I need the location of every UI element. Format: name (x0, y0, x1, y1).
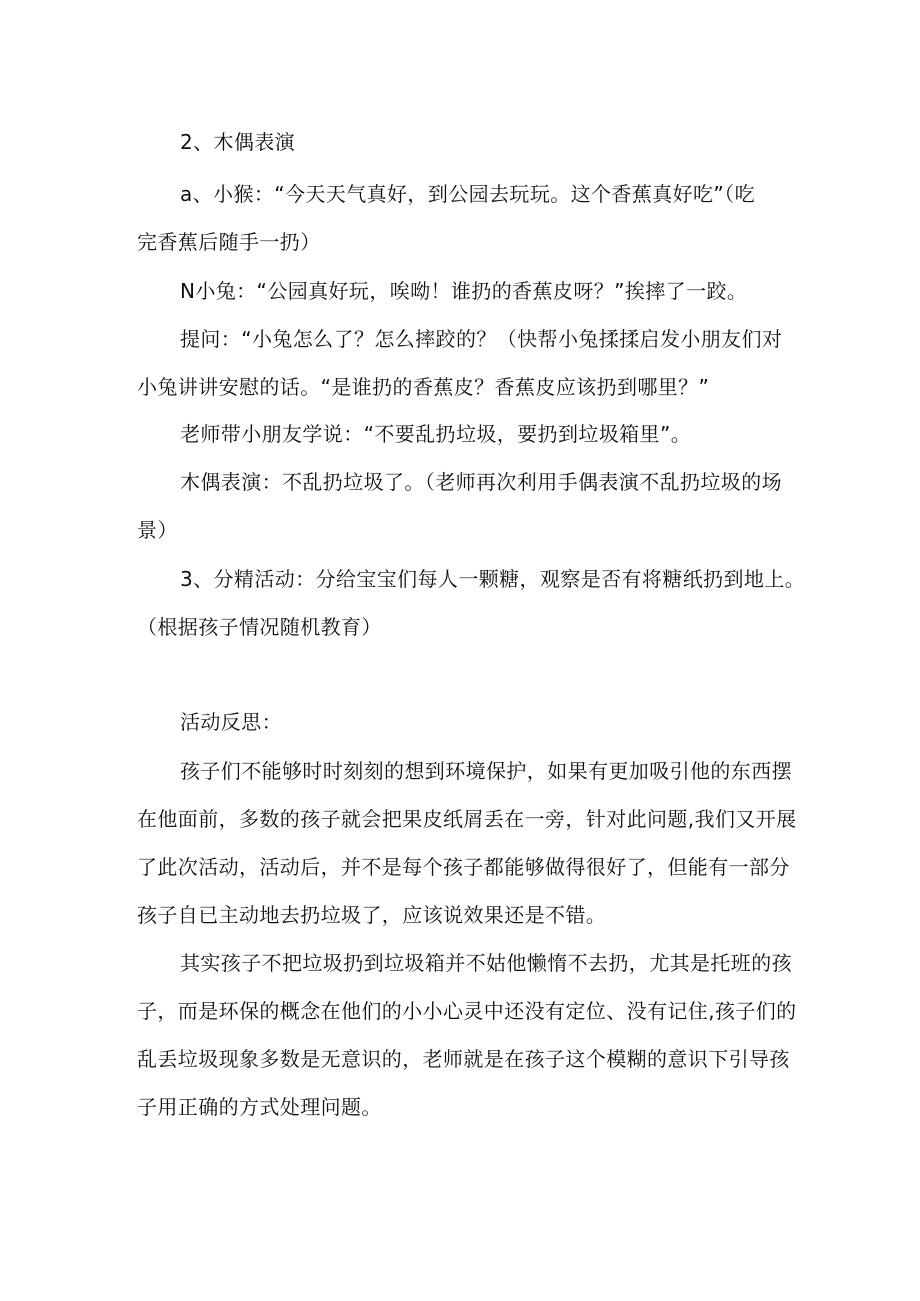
puppet-heading: 2、木偶表演 (180, 130, 296, 154)
question-line-2: 小兔讲讲安慰的话。“是谁扔的香蕉皮？香蕉皮应该扔到哪里？” (137, 375, 710, 399)
reflection-para1-line-1: 孩子们不能够时时刻刻的想到环境保护，如果有更加吸引他的东西摆 (180, 759, 792, 783)
reflection-para1-line-4: 孩子自已主动地去扔垃圾了，应该说效果还是不错。 (137, 903, 607, 927)
reflection-heading: 活动反思： (180, 710, 282, 734)
reflection-para2-line-1: 其实孩子不把垃圾扔到垃圾箱并不姑他懒惰不去扔，尤其是托班的孩 (180, 951, 792, 975)
teacher-line: 老师带小朋友学说：“不要乱扔垃圾，要扔到垃圾箱里”。 (180, 422, 692, 446)
candy-line-1: 3、分精活动：分给宝宝们每人一颗糖，观察是否有将糖纸扔到地上。 (180, 567, 806, 591)
performance-line-2: 景） (137, 518, 178, 542)
reflection-para1-line-3: 了此次活动，活动后，并不是每个孩子都能够做得很好了，但能有一部分 (137, 855, 790, 879)
candy-line-2: （根据孩子情况随机教育） (137, 615, 382, 639)
rabbit-line: N小兔：“公园真好玩，唉呦！谁扔的香蕉皮呀？”挨摔了一跤。 (180, 279, 748, 303)
monkey-line-2: 完香蕉后随手一扔） (137, 230, 321, 254)
reflection-para2-line-3: 乱丢垃圾现象多数是无意识的，老师就是在孩子这个模糊的意识下引导孩 (137, 1047, 790, 1071)
reflection-para1-line-2: 在他面前，多数的孩子就会把果皮纸屑丢在一旁，针对此问题,我们又开展 (137, 807, 797, 831)
monkey-line-1: a、小猴：“今天天气真好，到公园去玩玩。这个香蕉真好吃”（吃 (180, 182, 755, 206)
question-line-1: 提问：“小兔怎么了？怎么摔跤的？（快帮小兔揉揉启发小朋友们对 (180, 327, 783, 351)
reflection-para2-line-2: 子，而是环保的概念在他们的小小心灵中还没有定位、没有记住,孩子们的 (137, 999, 797, 1023)
reflection-para2-line-4: 子用正确的方式处理问题。 (137, 1095, 382, 1119)
performance-line-1: 木偶表演：不乱扔垃圾了。（老师再次利用手偶表演不乱扔垃圾的场 (180, 470, 782, 494)
